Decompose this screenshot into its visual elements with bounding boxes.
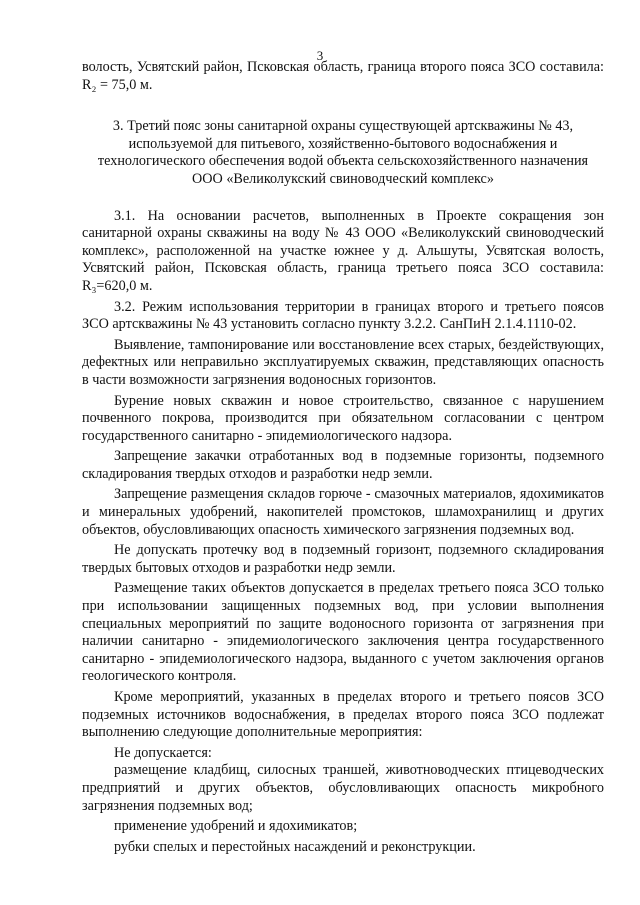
intro-paragraph: волость, Усвятский район, Псковская область, граница второго пояса ЗСО составила: R₂ = 75,0 м.: [82, 59, 604, 93]
page-number: 3: [316, 48, 324, 63]
paragraph-injection: Запрещение закачки отработанных вод в подземные горизонты, подземного складирования твердых отходов и разработки недр земли.: [82, 448, 604, 482]
paragraph-3-2: 3.2. Режим использования территории в границах второго и третьего поясов ЗСО артскважины № 43 установить согласно пункту 3.2.2. СанПиН 2.1.4.1110-02.: [82, 298, 604, 333]
paragraph-detection: Выявление, тампонирование или восстановление всех старых, бездействующих, дефектных или неправильно эксплуатируемых скважин, представляющих опасность в части возможности загрязнения водоносных горизонтов.: [82, 336, 604, 388]
not-allowed-label: Не допускается:: [114, 744, 212, 761]
paragraph-storage: Запрещение размещения складов горюче - смазочных материалов, ядохимикатов и минеральных удобрений, накопителей промстоков, шламохранилищ и других объектов, обусловливающих опасность химического загрязнения подземных вод.: [82, 486, 604, 538]
section-3-heading: 3. Третий пояс зоны санитарной охраны существующей артскважины № 43, используемой для питьевого, хозяйственно-бытового водоснабжения и технологического обеспечения водой объекта сельскохозяйственного назначения ООО «Великолукский свиноводческий комплекс»: [97, 118, 589, 187]
list-item: применение удобрений и ядохимикатов;: [114, 818, 358, 835]
paragraph-leakage: Не допускать протечку вод в подземный горизонт, подземного складирования твердых бытовых отходов и разработки недр земли.: [82, 542, 604, 576]
document-body: [82, 59, 604, 856]
paragraph-additional-measures: Кроме мероприятий, указанных в пределах второго и третьего поясов ЗСО подземных источников водоснабжения, в пределах второго пояса ЗСО подлежат выполнению следующие дополнительные мероприятия:: [82, 689, 604, 741]
prohibited-list: [82, 762, 604, 856]
paragraph-placement: Размещение таких объектов допускается в пределах третьего пояса ЗСО только при использовании защищенных подземных вод, при условии выполнения специальных мероприятий по защите водоносного горизонта от загрязнения при наличии санитарно - эпидемиологического заключения центра государственного санитарно - эпидемиологического надзора, выданного с учетом заключения органов геологического контроля.: [82, 580, 604, 685]
paragraph-3-1: 3.1. На основании расчетов, выполненных в Проекте сокращения зон санитарной охраны скважины на воду № 43 ООО «Великолукский свиноводческий комплекс», расположенной на участке южнее у д. Альшуты, Усвятская волость, Усвятский район, Псковская область, граница третьего пояса ЗСО составила: R₃=620,0 м.: [82, 207, 604, 294]
list-item: размещение кладбищ, силосных траншей, животноводческих птицеводческих предприятий и других объектов, обусловливающих опасность микробного загрязнения подземных вод;: [82, 762, 604, 814]
list-item: рубки спелых и перестойных насаждений и реконструкции.: [114, 838, 476, 855]
paragraph-drilling: Бурение новых скважин и новое строительство, связанное с нарушением почвенного покрова, производится при обязательном согласовании с центром государственного санитарно - эпидемиологического надзора.: [82, 392, 604, 444]
